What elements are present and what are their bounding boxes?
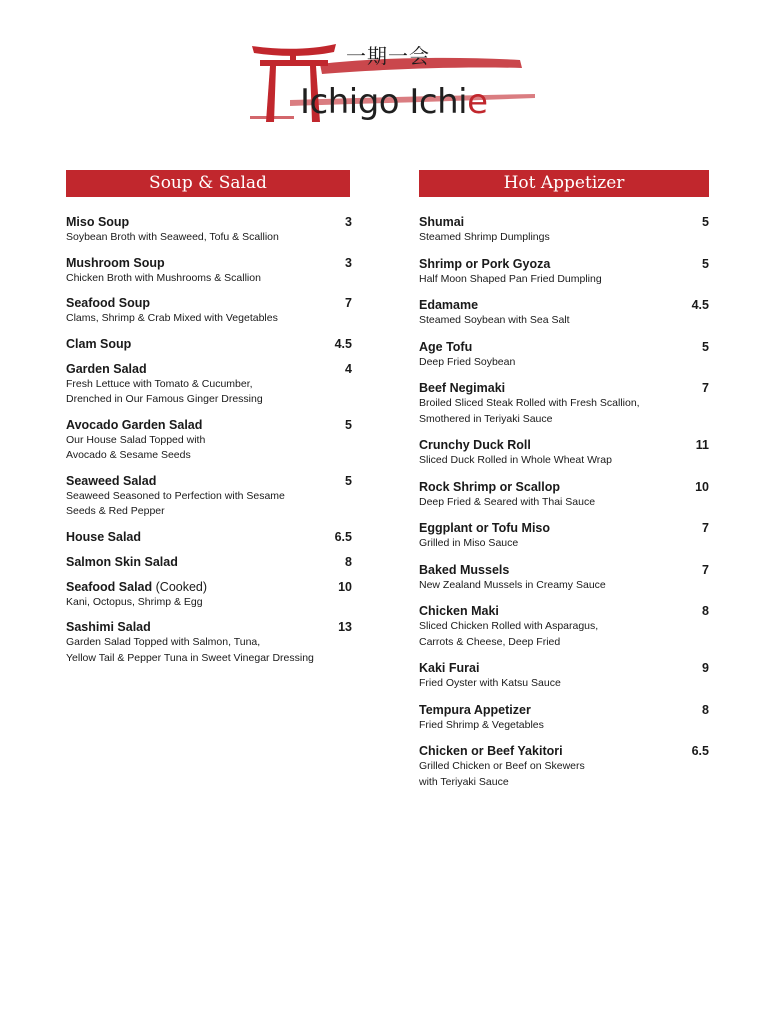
menu-item [419, 479, 709, 511]
menu-item [419, 743, 709, 790]
menu-item-description: Sliced Duck Rolled in Whole Wheat Wrap [419, 454, 612, 466]
menu-item-price: 4 [345, 361, 352, 376]
menu-item [66, 361, 350, 408]
menu-item-name [66, 214, 350, 230]
menu-item [66, 473, 350, 520]
menu-item-price: 8 [702, 702, 709, 717]
menu-item-price: 7 [345, 296, 352, 310]
menu-item-description: Avocado & Sesame Seeds [66, 449, 191, 461]
menu-item-name [419, 437, 709, 453]
menu-item-name [419, 297, 709, 313]
menu-item-name [66, 255, 350, 271]
menu-item-name [419, 479, 709, 495]
menu-item [66, 295, 350, 327]
menu-item-description: Garden Salad Topped with Salmon, Tuna, [66, 636, 261, 648]
menu-item [66, 529, 350, 545]
menu-item-title: Chicken Maki [419, 604, 499, 618]
menu-item-description: Sliced Chicken Rolled with Asparagus, [419, 620, 599, 632]
menu-item-price: 10 [695, 479, 709, 494]
menu-item [66, 554, 350, 570]
menu-item-title: Edamame [419, 298, 479, 312]
menu-item-title: Baked Mussels [419, 562, 510, 577]
menu-item-description: Steamed Soybean with Sea Salt [419, 314, 570, 326]
menu-item-price: 5 [702, 215, 709, 229]
menu-item-description: with Teriyaki Sauce [419, 775, 509, 788]
menu-item [419, 297, 709, 329]
menu-item-name [419, 520, 709, 536]
menu-item-price: 9 [702, 661, 709, 675]
menu-item-name [66, 417, 350, 433]
menu-item-title: Seaweed Salad [66, 473, 157, 488]
menu-item-price: 5 [702, 256, 709, 271]
menu-item-name [66, 579, 350, 595]
menu-item-name [419, 660, 709, 676]
menu-item-title: Rock Shrimp or Scallop [419, 479, 561, 494]
menu-item-name [419, 256, 709, 272]
menu-item-price: 7 [702, 562, 709, 577]
menu-item [66, 214, 350, 246]
menu-item [419, 660, 709, 692]
menu-item-title: Salmon Skin Salad [66, 554, 178, 569]
section-title: Hot Appetizer [419, 170, 709, 197]
menu-item [66, 255, 350, 287]
menu-item [66, 579, 350, 611]
logo-name-main: Ichigo Ichi [300, 82, 468, 122]
menu-item [419, 256, 709, 288]
menu-item-name [419, 562, 709, 578]
menu-item-name [66, 554, 350, 570]
menu-item [419, 520, 709, 552]
menu-item [419, 437, 709, 469]
menu-item-description: Seeds & Red Pepper [66, 505, 165, 517]
menu-item-price: 5 [345, 417, 352, 432]
menu-item-list [419, 214, 709, 790]
menu-item-note: (Cooked) [155, 579, 208, 594]
menu-item-description: Our House Salad Topped with [66, 433, 206, 446]
menu-item-title: Garden Salad [66, 361, 147, 376]
hot-appetizer-section [419, 170, 709, 800]
menu-item-title: Kaki Furai [419, 661, 480, 675]
menu-item-name [66, 361, 350, 377]
menu-item-title: Shumai [419, 215, 465, 229]
menu-item-price: 11 [695, 438, 709, 452]
menu-item-name [66, 473, 350, 489]
menu-item-description: Half Moon Shaped Pan Fried Dumpling [419, 272, 602, 285]
menu-item-description: Clams, Shrimp & Crab Mixed with Vegetables [66, 312, 278, 324]
menu-item-title: Miso Soup [66, 215, 130, 229]
menu-item-description: Yellow Tail & Pepper Tuna in Sweet Vinegar Dressing [66, 651, 314, 664]
menu-item-price: 4.5 [691, 298, 709, 312]
section-title: Soup & Salad [66, 170, 350, 197]
menu-item-title: Crunchy Duck Roll [419, 438, 531, 452]
menu-item-description: Drenched in Our Famous Ginger Dressing [66, 393, 263, 405]
menu-item-price: 4.5 [334, 336, 352, 351]
menu-item-price: 8 [345, 554, 352, 569]
menu-item-name [66, 295, 350, 311]
menu-item-list [66, 214, 350, 666]
logo-name-accent: e [467, 82, 488, 122]
restaurant-logo [250, 38, 540, 130]
menu-item [419, 214, 709, 246]
menu-item-price: 7 [702, 521, 709, 535]
menu-item-name [66, 529, 350, 545]
menu-item-title: Avocado Garden Salad [66, 417, 203, 432]
menu-item-name [419, 339, 709, 355]
menu-item-price: 13 [338, 620, 352, 634]
menu-item-description: Soybean Broth with Seaweed, Tofu & Scallion [66, 231, 279, 243]
menu-item-description: Smothered in Teriyaki Sauce [419, 412, 553, 425]
menu-item-description: Deep Fried & Seared with Thai Sauce [419, 495, 596, 508]
menu-item-description: New Zealand Mussels in Creamy Sauce [419, 578, 606, 591]
logo-kanji: 一期一会 [346, 44, 430, 68]
menu-item-description: Carrots & Cheese, Deep Fried [419, 635, 561, 648]
menu-item-price: 7 [702, 381, 709, 395]
menu-item-description: Grilled Chicken or Beef on Skewers [419, 760, 585, 772]
menu-item-name [419, 380, 709, 396]
menu-item-price: 6.5 [691, 744, 709, 758]
menu-item-name [66, 336, 350, 352]
menu-item [419, 380, 709, 427]
menu-item-title: Seafood Soup [66, 296, 151, 310]
logo-name [300, 82, 488, 122]
menu-item [419, 702, 709, 734]
menu-item-name [419, 214, 709, 230]
menu-item-description: Kani, Octopus, Shrimp & Egg [66, 595, 203, 608]
menu-item-title: Clam Soup [66, 336, 132, 351]
menu-item-description: Broiled Sliced Steak Rolled with Fresh Scallion, [419, 397, 640, 409]
menu-item-title: Tempura Appetizer [419, 702, 531, 717]
menu-item-description: Grilled in Miso Sauce [419, 537, 519, 549]
menu-item [419, 339, 709, 371]
menu-item-price: 5 [702, 339, 709, 354]
menu-item-price: 5 [345, 473, 352, 488]
menu-item-description: Steamed Shrimp Dumplings [419, 231, 550, 243]
menu-item-title: Mushroom Soup [66, 255, 165, 270]
menu-item-title: Eggplant or Tofu Miso [419, 521, 550, 535]
menu-item [66, 336, 350, 352]
menu-item-title: Beef Negimaki [419, 381, 506, 395]
menu-item-title: Seafood Salad [66, 579, 153, 594]
menu-item-price: 10 [338, 579, 352, 594]
menu-item-price: 8 [702, 604, 709, 618]
menu-item-title: Sashimi Salad [66, 620, 151, 634]
menu-item-description: Deep Fried Soybean [419, 355, 516, 368]
menu-item [419, 562, 709, 594]
menu-item-title: Chicken or Beef Yakitori [419, 744, 563, 758]
menu-item-description: Fresh Lettuce with Tomato & Cucumber, [66, 377, 253, 390]
soup-salad-section [66, 170, 350, 675]
menu-item-description: Chicken Broth with Mushrooms & Scallion [66, 271, 261, 284]
menu-item-description: Fried Shrimp & Vegetables [419, 718, 544, 731]
menu-item-name [419, 702, 709, 718]
menu-item-name [66, 619, 350, 635]
menu-item-title: House Salad [66, 529, 142, 544]
menu-item-price: 3 [345, 215, 352, 229]
menu-item [66, 417, 350, 464]
menu-item [66, 619, 350, 666]
menu-item-description: Seaweed Seasoned to Perfection with Sesame [66, 489, 285, 502]
menu-item-description: Fried Oyster with Katsu Sauce [419, 677, 561, 689]
menu-item-title: Age Tofu [419, 339, 473, 354]
menu-item-title: Shrimp or Pork Gyoza [419, 256, 551, 271]
menu-item-name [419, 603, 709, 619]
menu-item-name [419, 743, 709, 759]
menu-item-price: 6.5 [334, 529, 352, 544]
menu-item [419, 603, 709, 650]
menu-item-price: 3 [345, 255, 352, 270]
